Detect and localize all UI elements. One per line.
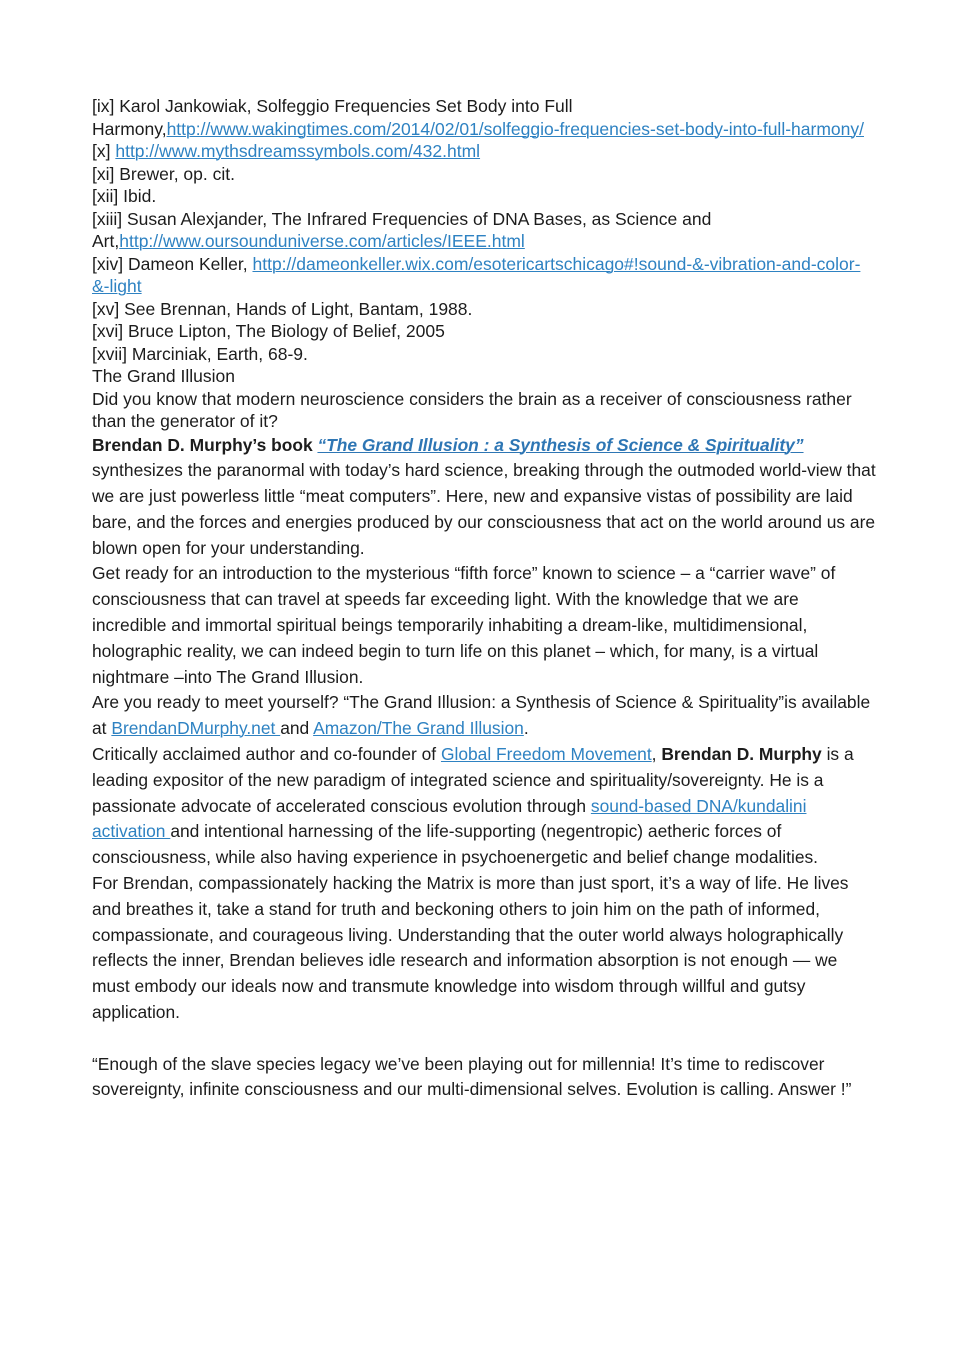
- footnote-xi: [xi] Brewer, op. cit.: [92, 163, 235, 184]
- paragraph-text: synthesizes the paranormal with today’s hard science, breaking through the outmoded world-view that we are just powerless little “meat computers”. Here, new and expansive vistas of possibility are laid bare, and the forces and energies produced by our consciousness that act on the world around us are blown open for your understanding.: [92, 460, 876, 558]
- footnote-xiii-text: [xiii] Susan Alexjander, The Infrared Frequencies of DNA Bases, as Science and Art,: [92, 208, 712, 251]
- footnote-x: [92, 140, 876, 163]
- link-dameonkeller[interactable]: http://dameonkeller.wix.com/esotericartschicago#!sound-&-vibration-and-color-&-light: [92, 253, 861, 296]
- bio-paragraph-matrix: For Brendan, compassionately hacking the Matrix is more than just sport, it’s a way of life. He lives and breathes it, take a stand for truth and beckoning others to join him on the path of informed, compassionate, and courageous living. Understanding that the outer world always holographically reflects the inner, Brendan believes idle research and information absorption is not enough — we must embody our ideals now and transmute knowledge into wisdom through willful and gutsy application.: [92, 873, 849, 1023]
- intro-question: Did you know that modern neuroscience considers the brain as a receiver of consciousness rather than the generator of it?: [92, 388, 852, 431]
- link-oursounduniverse[interactable]: http://www.oursounduniverse.com/articles/IEEE.html: [119, 231, 525, 251]
- footnote-ix: [92, 95, 876, 140]
- paragraph-text: ,: [651, 744, 662, 765]
- link-amazon-grand-illusion[interactable]: Amazon/The Grand Illusion: [313, 718, 524, 739]
- paragraph-text: is a leading expositor of the new paradigm of integrated science and spirituality/sovereignty. He is a passionate advocate of accelerated conscious evolution through: [92, 744, 854, 816]
- footnote-xvi: [xvi] Bruce Lipton, The Biology of Belief, 2005: [92, 321, 445, 341]
- footnote-xiv: [92, 253, 876, 298]
- bio-paragraph-fifth-force: Get ready for an introduction to the mysterious “fifth force” known to science – a “carrier wave” of consciousness that can travel at speeds far exceeding light. With the knowledge that we are incredible and immortal spiritual beings temporarily inhabiting a dream-like, multidimensional, holographic reality, we can indeed begin to turn life on this planet – which, for many, is a virtual nightmare –into The Grand Illusion.: [92, 563, 836, 687]
- link-brendandmurphy-net[interactable]: BrendanDMurphy.net: [111, 718, 281, 739]
- paragraph-text: and: [280, 718, 314, 739]
- paragraph-text: and intentional harnessing of the life-supporting (negentropic) aetheric forces of consciousness, while also having experience in psychoenergetic and belief change modalities.: [92, 821, 819, 868]
- link-global-freedom-movement[interactable]: Global Freedom Movement: [440, 744, 652, 765]
- footnote-xiv-text: [xiv] Dameon Keller,: [92, 253, 253, 274]
- bio-paragraph-author: [92, 742, 876, 871]
- section-title: The Grand Illusion: [92, 366, 235, 386]
- link-grand-illusion-book[interactable]: “The Grand Illusion : a Synthesis of Science & Spirituality”: [317, 434, 804, 455]
- footnote-xv: [xv] See Brennan, Hands of Light, Bantam, 1988.: [92, 298, 473, 319]
- link-wakingtimes[interactable]: http://www.wakingtimes.com/2014/02/01/solfeggio-frequencies-set-body-into-full-harmony/: [166, 118, 864, 139]
- closing-quote: “Enough of the slave species legacy we’ve been playing out for millennia! It’s time to rediscover sovereignty, infinite consciousness and our multi-dimensional selves. Evolution is calling. Answer !”: [92, 1053, 852, 1100]
- paragraph-text: Critically acclaimed author and co-founder of: [92, 744, 441, 765]
- link-mythsdreamssymbols[interactable]: http://www.mythsdreamssymbols.com/432.html: [115, 141, 481, 161]
- paragraph-text: Are you ready to meet yourself? “The Grand Illusion: a Synthesis of Science & Spirituality”is available at: [92, 692, 871, 739]
- footnote-x-text: [x]: [92, 141, 116, 161]
- document-content: [92, 95, 876, 1103]
- footnote-ix-text: [ix] Karol Jankowiak, Solfeggio Frequencies Set Body into Full Harmony,: [92, 96, 573, 139]
- blank-line: [92, 1026, 876, 1052]
- paragraph-text: .: [523, 718, 529, 739]
- footnote-xvii: [xvii] Marciniak, Earth, 68-9.: [92, 343, 308, 364]
- link-dna-kundalini-activation[interactable]: sound-based DNA/kundalini activation: [92, 795, 807, 842]
- bold-lead-text: Brendan D. Murphy’s book: [92, 434, 318, 455]
- bold-author-name: Brendan D. Murphy: [661, 744, 822, 765]
- footnote-xiii: [92, 208, 876, 253]
- bio-paragraph-availability: [92, 690, 876, 742]
- bio-paragraph-book: [92, 433, 876, 562]
- footnote-xii: [xii] Ibid.: [92, 186, 157, 206]
